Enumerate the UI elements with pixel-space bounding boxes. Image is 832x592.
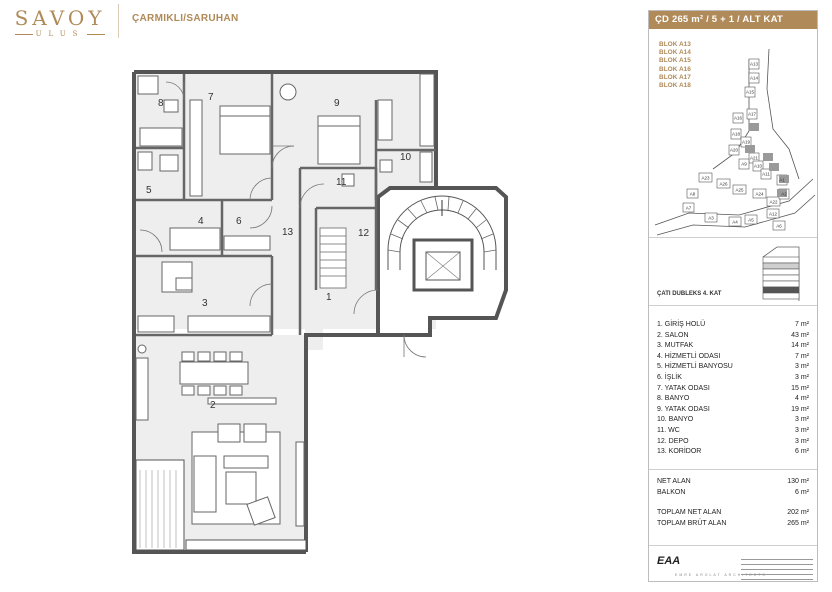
legal-disclaimer <box>741 559 813 583</box>
room-number-4: 4 <box>198 216 204 227</box>
room-number-1: 1 <box>326 292 332 303</box>
site-block-label: A8 <box>689 191 696 197</box>
room-area: 3 m² <box>795 416 809 424</box>
room-row <box>657 341 809 352</box>
room-row <box>657 373 809 384</box>
room-row <box>657 394 809 405</box>
summary-value: 265 m² <box>787 519 809 527</box>
architect-logo: EAA <box>657 555 681 567</box>
interior-stair <box>320 228 346 288</box>
room-area: 6 m² <box>795 448 809 456</box>
section-diagram <box>757 243 803 301</box>
site-key-map <box>649 29 817 241</box>
room-number-5: 5 <box>146 185 152 196</box>
architect-name: EMRE AROLAT ARCHITECTS <box>675 573 767 577</box>
room-area: 3 m² <box>795 373 809 381</box>
site-block-label: A25 <box>735 187 744 193</box>
room-number-6: 6 <box>236 216 242 227</box>
room-area: 3 m² <box>795 437 809 445</box>
room-row <box>657 384 809 395</box>
room-number-11: 11 <box>336 177 347 188</box>
room-row <box>657 320 809 331</box>
block-item: BLOK A18 <box>659 82 691 90</box>
room-row <box>657 447 809 458</box>
site-block-label: A24 <box>755 191 764 197</box>
room-number-10: 10 <box>400 152 412 163</box>
room-area: 19 m² <box>791 405 809 413</box>
room-area: 15 m² <box>791 384 809 392</box>
room-name: 11. WC <box>657 426 680 434</box>
room-number-9: 9 <box>334 98 340 109</box>
room-row <box>657 426 809 437</box>
net-area-summary <box>657 477 809 498</box>
summary-label: BALKON <box>657 488 686 496</box>
site-block-label: A10 <box>753 163 763 169</box>
room-name: 5. HİZMETLİ BANYOSU <box>657 363 733 371</box>
summary-label: NET ALAN <box>657 478 691 485</box>
total-area-summary <box>657 508 809 529</box>
room-name: 4. HİZMETLİ ODASI <box>657 352 721 360</box>
unit-type-title: ÇD 265 m² / 5 + 1 / ALT KAT <box>649 11 817 29</box>
room-area: 7 m² <box>795 352 809 360</box>
site-block-label: A21 <box>749 155 759 161</box>
site-block-label: A4 <box>732 219 738 225</box>
site-block-label: A12 <box>768 211 778 217</box>
room-area: 4 m² <box>795 395 809 403</box>
site-block-label: A11 <box>762 171 770 177</box>
summary-row <box>657 508 809 519</box>
room-name: 12. DEPO <box>657 437 689 445</box>
room-name: 7. YATAK ODASI <box>657 384 710 392</box>
room-area: 43 m² <box>791 331 809 339</box>
divider <box>649 237 817 238</box>
site-block-label: A9 <box>741 161 747 167</box>
info-panel <box>648 10 818 582</box>
room-name: 9. YATAK ODASI <box>657 405 710 413</box>
room-number-3: 3 <box>202 298 208 309</box>
room-area: 3 m² <box>795 363 809 371</box>
room-area: 14 m² <box>791 342 809 350</box>
room-name: 6. İŞLİK <box>657 373 682 381</box>
site-block-label: A17 <box>747 111 757 117</box>
room-row <box>657 415 809 426</box>
location-title: ÇARMIKLI/SARUHAN <box>132 13 239 24</box>
site-block-label: A20 <box>729 147 739 153</box>
site-block-label: A2 <box>781 191 787 197</box>
room-name: 2. SALON <box>657 331 689 339</box>
site-block-label: A1 <box>779 177 785 183</box>
room-name: 8. BANYO <box>657 395 690 403</box>
room-number-7: 7 <box>208 92 214 103</box>
summary-value: 130 m² <box>787 478 809 485</box>
divider <box>649 545 817 546</box>
summary-label: TOPLAM BRÜT ALAN <box>657 519 727 527</box>
room-name: 13. KORİDOR <box>657 448 702 456</box>
brand-name: SAVOY <box>14 6 106 30</box>
room-number-12: 12 <box>358 228 370 239</box>
brand-subtitle: ULUS <box>0 30 120 38</box>
site-block-label: A15 <box>745 89 755 95</box>
room-area: 3 m² <box>795 426 809 434</box>
room-schedule <box>657 320 809 458</box>
site-block-label: A22 <box>769 199 778 205</box>
room-name: 1. GİRİŞ HOLÜ <box>657 321 706 328</box>
summary-row <box>657 519 809 530</box>
block-item: BLOK A16 <box>659 65 691 73</box>
room-row <box>657 362 809 373</box>
room-number-2: 2 <box>210 400 216 411</box>
site-block-label: A5 <box>748 217 754 223</box>
room-area: 7 m² <box>795 321 809 328</box>
stair-tower <box>378 188 506 335</box>
room-number-8: 8 <box>158 98 164 109</box>
site-block-label: A23 <box>701 175 710 181</box>
site-block-label: A26 <box>719 181 728 187</box>
site-block-label: A6 <box>776 223 782 229</box>
site-block-label: A19 <box>741 139 751 145</box>
section-label: ÇATI DUBLEKS 4. KAT <box>657 291 722 297</box>
site-block-label: A18 <box>731 131 741 137</box>
block-item: BLOK A17 <box>659 73 691 81</box>
block-item: BLOK A13 <box>659 41 691 48</box>
site-block-label: A7 <box>685 205 692 211</box>
room-row <box>657 437 809 448</box>
room-name: 3. MUTFAK <box>657 342 694 350</box>
site-block-label: A16 <box>733 115 743 121</box>
block-item: BLOK A14 <box>659 49 691 57</box>
divider <box>649 469 817 470</box>
site-block-label: A3 <box>708 215 714 221</box>
summary-value: 202 m² <box>787 509 809 516</box>
room-row <box>657 405 809 416</box>
room-number-13: 13 <box>282 227 294 238</box>
room-row <box>657 352 809 363</box>
site-block-label: A14 <box>749 75 759 81</box>
summary-value: 6 m² <box>795 488 809 496</box>
site-block-label: A13 <box>749 61 759 67</box>
block-item: BLOK A15 <box>659 57 691 65</box>
room-name: 10. BANYO <box>657 416 694 424</box>
summary-row <box>657 477 809 488</box>
room-row <box>657 331 809 342</box>
divider <box>649 305 817 306</box>
summary-row <box>657 488 809 499</box>
summary-label: TOPLAM NET ALAN <box>657 509 722 516</box>
